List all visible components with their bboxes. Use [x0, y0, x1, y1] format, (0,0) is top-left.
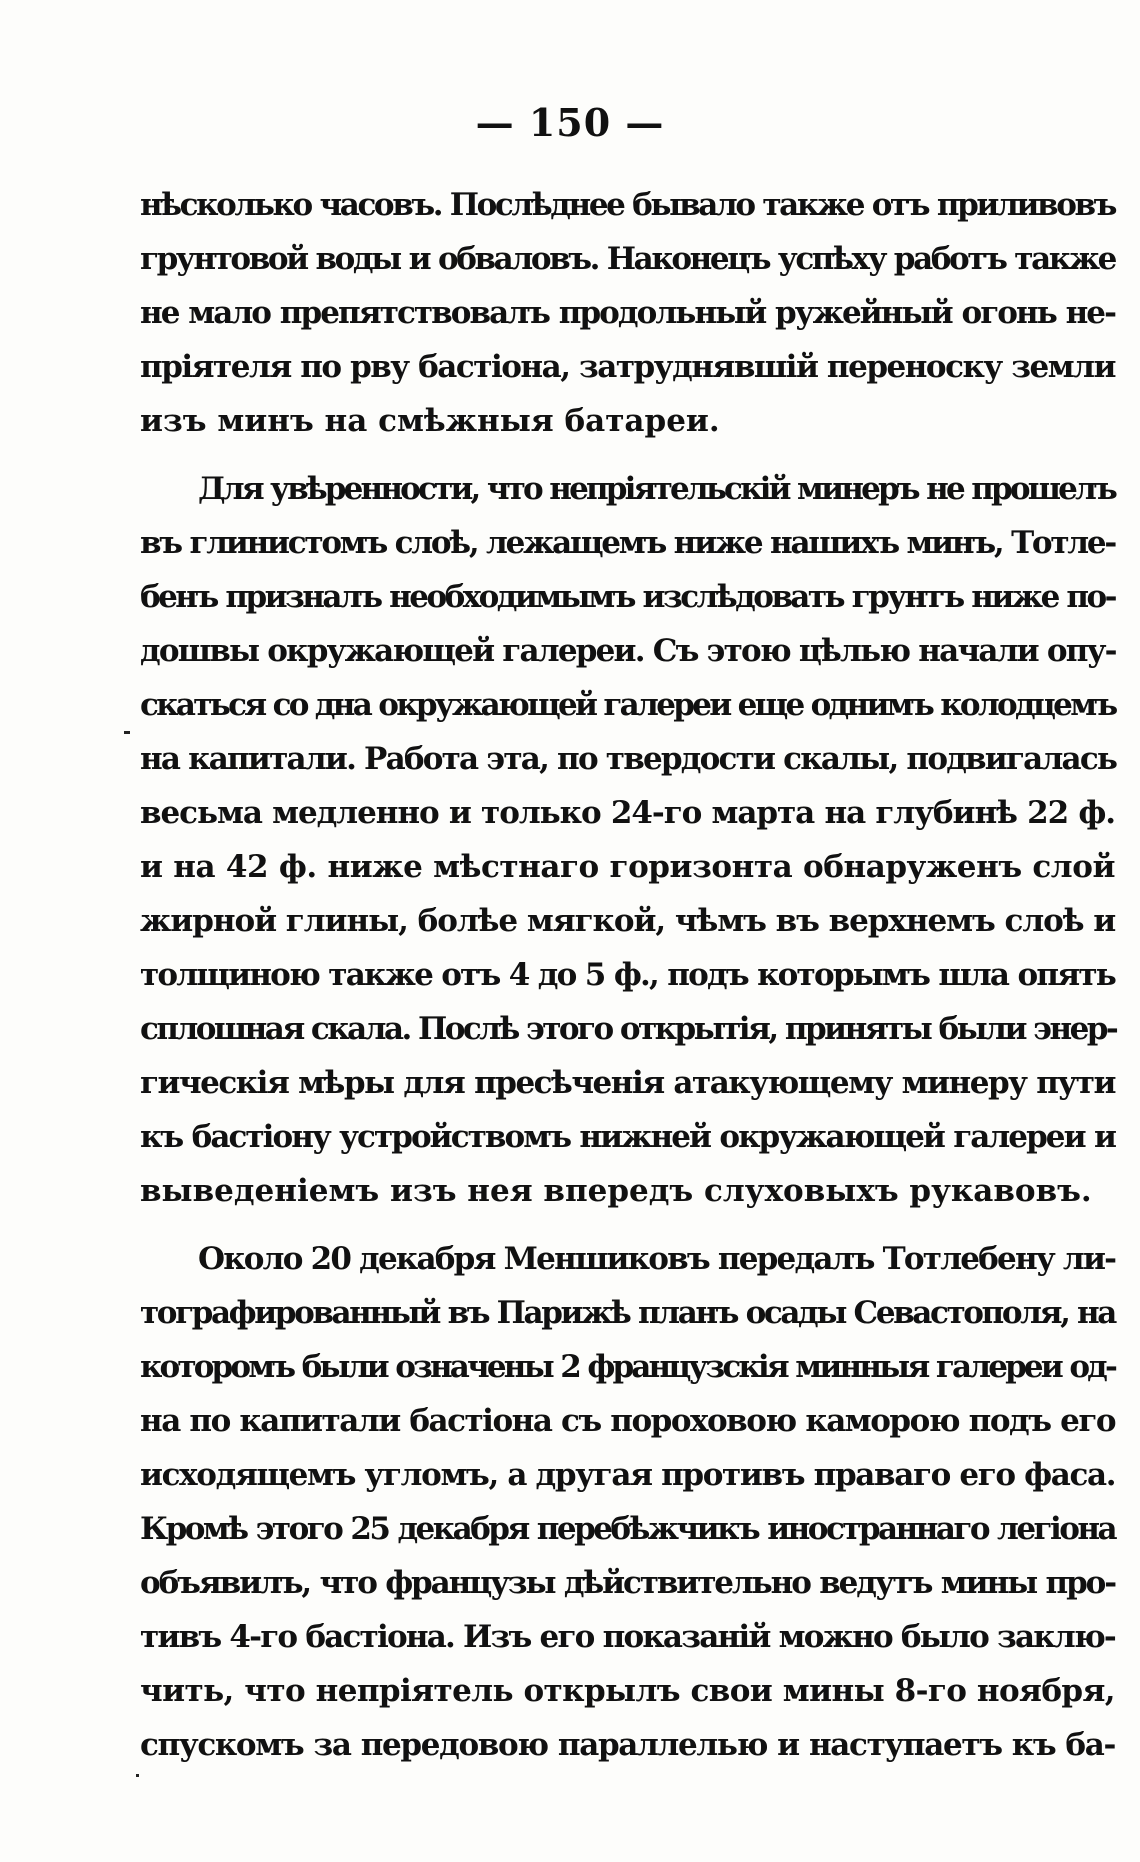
text-line: исходящемъ угломъ, а другая противъ праваго его фаса. [140, 1457, 1116, 1493]
scan-speck [136, 1774, 139, 1777]
text-line: спускомъ за передовою параллелью и наступаетъ къ ба- [140, 1727, 1115, 1763]
text-line: гическія мѣры для пресѣченія атакующему минеру пути [140, 1065, 1115, 1101]
body-text [140, 178, 1115, 1772]
text-line: Для увѣренности, что непріятельскій минеръ не прошелъ [198, 471, 1115, 507]
text-line: жирной глины, болѣе мягкой, чѣмъ въ верхнемъ слоѣ и [140, 903, 1116, 939]
paragraph-gap [140, 1218, 1115, 1232]
text-line: толщиною также отъ 4 до 5 ф., подъ которымъ шла опять [140, 957, 1115, 993]
text-line: изъ минъ на смѣжныя батареи. [140, 403, 720, 439]
text-line: которомъ были означены 2 французскія минныя галереи од- [140, 1349, 1115, 1385]
page-number: — 150 — [475, 100, 665, 145]
paragraph-2 [140, 462, 1115, 1218]
text-line: нѣсколько часовъ. Послѣднее бывало также отъ приливовъ [140, 187, 1115, 223]
scan-speck [124, 731, 130, 734]
text-line: чить, что непріятель открылъ свои мины 8-го ноября, [140, 1673, 1115, 1709]
text-line: бенъ призналъ необходимымъ изслѣдовать грунтъ ниже по- [140, 579, 1115, 615]
text-line: сплошная скала. Послѣ этого открытія, приняты были энер- [140, 1011, 1117, 1047]
text-line: дошвы окружающей галереи. Съ этою цѣлью начали опу- [140, 633, 1116, 669]
text-line: не мало препятствовалъ продольный ружейный огонь не- [140, 295, 1115, 331]
paragraph-3 [140, 1232, 1115, 1772]
text-line: къ бастіону устройствомъ нижней окружающей галереи и [140, 1119, 1115, 1155]
text-line: выведеніемъ изъ нея впередъ слуховыхъ рукавовъ. [140, 1173, 1092, 1209]
text-line: на по капитали бастіона съ пороховою каморою подъ его [140, 1403, 1115, 1439]
paragraph-1 [140, 178, 1115, 448]
text-line: пріятеля по рву бастіона, затруднявшій переноску земли [140, 349, 1115, 385]
text-line: Кромѣ этого 25 декабря перебѣжчикъ иностраннаго легіона [140, 1511, 1115, 1547]
paragraph-gap [140, 448, 1115, 462]
text-line: объявилъ, что французы дѣйствительно ведутъ мины про- [140, 1565, 1115, 1601]
text-line: Около 20 декабря Меншиковъ передалъ Тотлебену ли- [198, 1241, 1116, 1277]
text-line: въ глинистомъ слоѣ, лежащемъ ниже нашихъ минъ, Тотле- [140, 525, 1115, 561]
text-line: тографированный въ Парижѣ планъ осады Севастополя, на [140, 1295, 1115, 1331]
text-line: и на 42 ф. ниже мѣстнаго горизонта обнаруженъ слой [140, 849, 1115, 885]
text-line: весьма медленно и только 24-го марта на глубинѣ 22 ф. [140, 795, 1115, 831]
text-line: скаться со дна окружающей галереи еще однимъ колодцемъ [140, 687, 1116, 723]
text-line: на капитали. Работа эта, по твердости скалы, подвигалась [140, 741, 1117, 777]
text-line: тивъ 4-го бастіона. Изъ его показаній можно было заклю- [140, 1619, 1115, 1655]
text-line: грунтовой воды и обваловъ. Наконецъ успѣху работъ также [140, 241, 1115, 277]
